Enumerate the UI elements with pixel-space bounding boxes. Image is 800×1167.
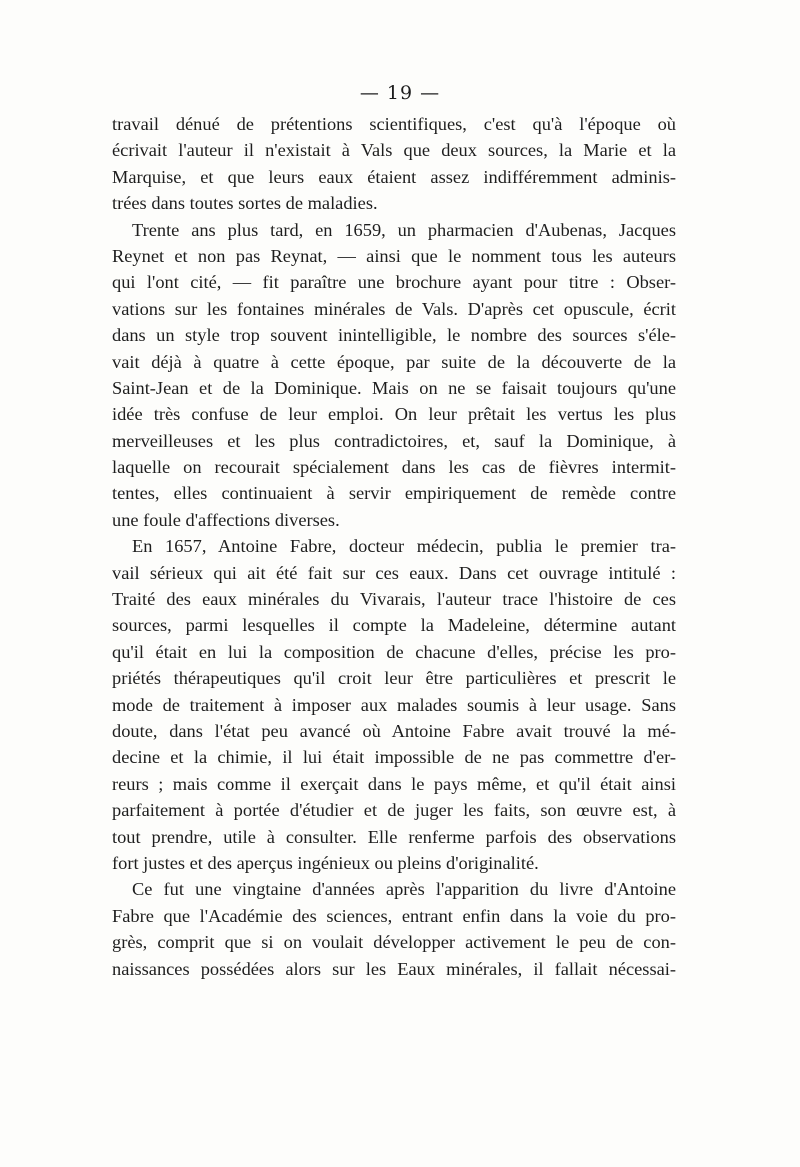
text-line: vail sérieux qui ait été fait sur ces eaux. Dans cet ouvrage intitulé :	[112, 562, 676, 583]
text-line: mode de traitement à imposer aux malades soumis à leur usage. Sans	[112, 694, 676, 715]
text-line: laquelle on recourait spécialement dans les cas de fièvres intermit-	[112, 457, 676, 478]
text-line: travail dénué de prétentions scientifiques, c'est qu'à l'époque où	[112, 114, 676, 134]
text-line: écrivait l'auteur il n'existait à Vals que deux sources, la Marie et la	[112, 140, 676, 161]
text-line: tout prendre, utile à consulter. Elle renferme parfois des observations	[112, 826, 676, 847]
paragraph	[112, 111, 676, 217]
text-line: idée très confuse de leur emploi. On leur prêtait les vertus les plus	[112, 404, 676, 425]
text-line: Ce fut une vingtaine d'années après l'apparition du livre d'Antoine	[132, 879, 676, 900]
text-line: Marquise, et que leurs eaux étaient assez indifféremment adminis-	[112, 166, 676, 187]
text-line: une foule d'affections diverses.	[112, 509, 340, 530]
text-line: dans un style trop souvent inintelligible, le nombre des sources s'éle-	[112, 325, 676, 346]
text-line: tentes, elles continuaient à servir empiriquement de remède contre	[112, 483, 676, 504]
text-line: fort justes et des aperçus ingénieux ou pleins d'originalité.	[112, 852, 539, 873]
paragraph	[112, 533, 676, 876]
text-line: trées dans toutes sortes de maladies.	[112, 193, 378, 214]
paragraph	[112, 217, 676, 534]
text-line: qu'il était en lui la composition de chacune d'elles, précise les pro-	[112, 641, 676, 662]
text-line: merveilleuses et les plus contradictoires, et, sauf la Dominique, à	[112, 430, 676, 451]
page-number: — 19 —	[359, 82, 441, 104]
text-line: naissances possédées alors sur les Eaux minérales, il fallait nécessai-	[112, 958, 676, 979]
text-line: En 1657, Antoine Fabre, docteur médecin, publia le premier tra-	[132, 536, 676, 557]
text-line: grès, comprit que si on voulait développer activement le peu de con-	[112, 932, 676, 953]
body-text	[112, 111, 676, 982]
text-line: Saint-Jean et de la Dominique. Mais on ne se faisait toujours qu'une	[112, 377, 676, 398]
text-line: vait déjà à quatre à cette époque, par suite de la découverte de la	[112, 351, 676, 372]
text-line: vations sur les fontaines minérales de Vals. D'après cet opuscule, écrit	[112, 298, 676, 319]
text-line: Reynet et non pas Reynat, — ainsi que le nomment tous les auteurs	[112, 245, 676, 266]
text-line: sources, parmi lesquelles il compte la Madeleine, détermine autant	[112, 615, 676, 636]
text-line: reurs ; mais comme il exerçait dans le pays même, et qu'il était ainsi	[112, 773, 676, 794]
paragraph	[112, 876, 676, 982]
text-line: Traité des eaux minérales du Vivarais, l'auteur trace l'histoire de ces	[112, 589, 676, 610]
text-line: decine et la chimie, il lui était impossible de ne pas commettre d'er-	[112, 747, 676, 768]
text-line: Trente ans plus tard, en 1659, un pharmacien d'Aubenas, Jacques	[132, 219, 676, 240]
text-line: qui l'ont cité, — fit paraître une brochure ayant pour titre : Obser-	[112, 272, 676, 293]
text-line: priétés thérapeutiques qu'il croit leur être particulières et prescrit le	[112, 668, 676, 689]
text-line: Fabre que l'Académie des sciences, entrant enfin dans la voie du pro-	[112, 905, 676, 926]
text-line: parfaitement à portée d'étudier et de juger les faits, son œuvre est, à	[112, 800, 676, 821]
text-line: doute, dans l'état peu avancé où Antoine Fabre avait trouvé la mé-	[112, 720, 676, 741]
